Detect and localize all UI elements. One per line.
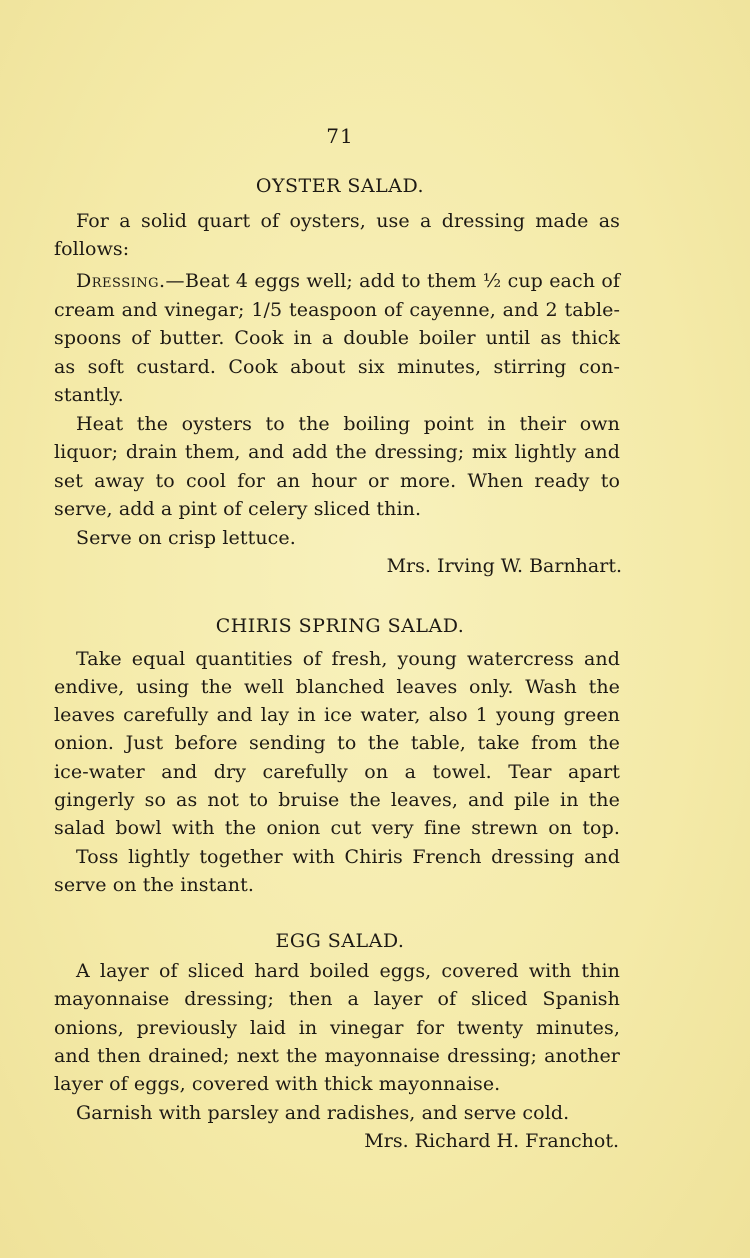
paragraph-line: Serve on crisp lettuce. [76,527,296,549]
paragraph-line: onion. Just before sending to the table, take from the [54,732,620,754]
paragraph-line: mayonnaise dressing; then a layer of sliced Spanish [54,988,620,1010]
paragraph-line: Toss lightly together with Chiris French dressing and [76,846,620,868]
paragraph-line: layer of eggs, covered with thick mayonnaise. [54,1073,501,1095]
dressing-label: Dressing.— [76,270,186,292]
paragraph-line: spoons of butter. Cook in a double boiler until as thick [54,327,620,349]
oyster-salad-title: OYSTER SALAD. [255,175,425,197]
paragraph-line: Garnish with parsley and radishes, and serve cold. [76,1102,570,1124]
paragraph-line: as soft custard. Cook about six minutes, stirring con- [54,356,620,378]
paragraph-line: set away to cool for an hour or more. When ready to [54,470,620,492]
paragraph-line: onions, previously laid in vinegar for twenty minutes, [54,1017,620,1039]
paragraph-line: follows: [54,238,130,260]
egg-salad-title: EGG SALAD. [275,930,405,952]
dressing-text: Beat 4 eggs well; add to them ½ cup each of [185,270,620,292]
paragraph-line: For a solid quart of oysters, use a dressing made as [76,210,620,232]
chiris-salad-title: CHIRIS SPRING SALAD. [215,615,465,637]
paragraph-line: salad bowl with the onion cut very fine strewn on top. [54,817,620,839]
paragraph-line: Take equal quantities of fresh, young watercress and [76,648,620,670]
oyster-signature: Mrs. Irving W. Barnhart. [386,555,622,577]
paragraph-line: endive, using the well blanched leaves only. Wash the [54,676,620,698]
paragraph-line: serve, add a pint of celery sliced thin. [54,498,422,520]
egg-signature: Mrs. Richard H. Franchot. [364,1130,619,1152]
paragraph-line: and then drained; next the mayonnaise dressing; another [54,1045,620,1067]
paragraph-line: ice-water and dry carefully on a towel. Tear apart [54,761,620,783]
paragraph-line: serve on the instant. [54,874,255,896]
paragraph-line: A layer of sliced hard boiled eggs, covered with thin [76,960,620,982]
paragraph-line: gingerly so as not to bruise the leaves, and pile in the [54,789,620,811]
paragraph-line: liquor; drain them, and add the dressing; mix lightly and [54,441,620,463]
paragraph-line: stantly. [54,384,124,406]
paragraph-line: cream and vinegar; 1/5 teaspoon of cayenne, and 2 table- [54,299,620,321]
dressing-line [76,270,620,298]
paragraph-line: leaves carefully and lay in ice water, also 1 young green [54,704,620,726]
paragraph-line: Heat the oysters to the boiling point in their own [76,413,620,435]
page-number: 71 [326,124,354,148]
